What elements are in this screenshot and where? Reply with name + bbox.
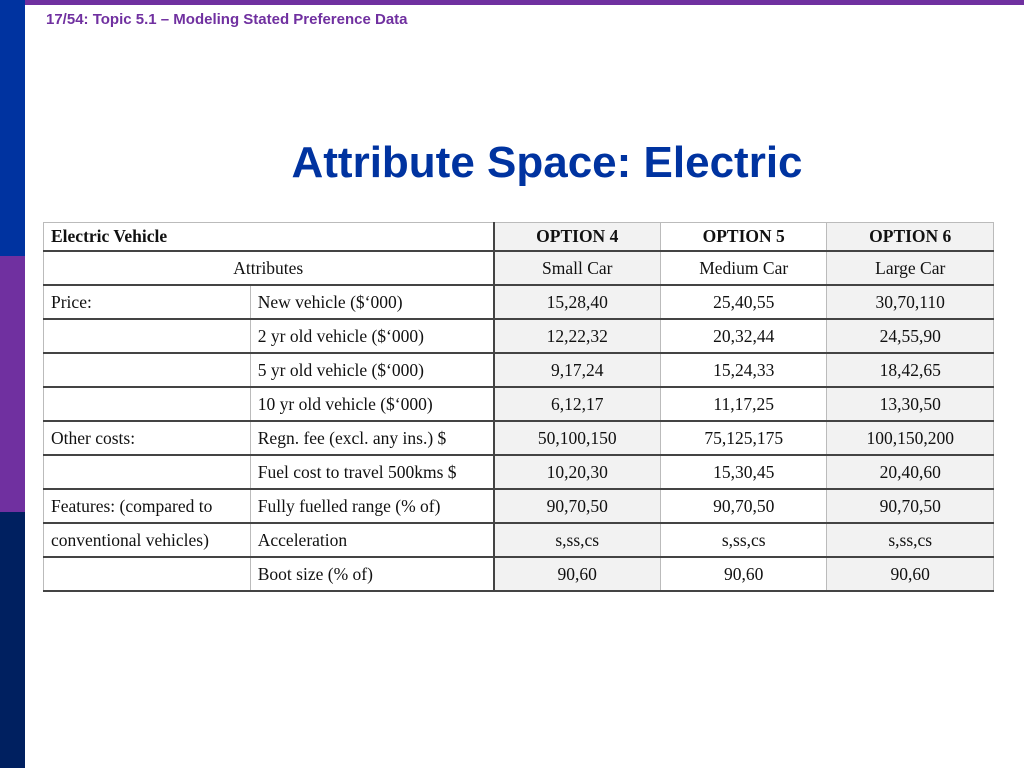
value-cell: 90,60 <box>494 557 661 591</box>
value-cell: 18,42,65 <box>827 353 994 387</box>
attribute-cell: Boot size (% of) <box>250 557 493 591</box>
sidebar-band-blue <box>0 0 25 256</box>
table-header-row <box>44 223 994 252</box>
attribute-cell: 10 yr old vehicle ($‘000) <box>250 387 493 421</box>
value-cell: 50,100,150 <box>494 421 661 455</box>
table-row <box>44 455 994 489</box>
value-cell: 15,28,40 <box>494 285 661 319</box>
sidebar-band-navy <box>0 512 25 768</box>
value-cell: s,ss,cs <box>660 523 827 557</box>
size-cell: Small Car <box>494 251 661 285</box>
attribute-cell: Fully fuelled range (% of) <box>250 489 493 523</box>
table-row <box>44 285 994 319</box>
breadcrumb: 17/54: Topic 5.1 – Modeling Stated Preference Data <box>46 11 408 28</box>
group-cell: Features: (compared to <box>44 489 251 523</box>
attribute-cell: Regn. fee (excl. any ins.) $ <box>250 421 493 455</box>
group-cell <box>44 557 251 591</box>
group-cell: Price: <box>44 285 251 319</box>
value-cell: 75,125,175 <box>660 421 827 455</box>
top-bar <box>25 0 1024 5</box>
option-header: OPTION 6 <box>827 223 994 252</box>
value-cell: 10,20,30 <box>494 455 661 489</box>
group-cell <box>44 319 251 353</box>
value-cell: 25,40,55 <box>660 285 827 319</box>
group-cell <box>44 455 251 489</box>
group-cell: conventional vehicles) <box>44 523 251 557</box>
corner-cell: Electric Vehicle <box>44 223 494 252</box>
option-header: OPTION 4 <box>494 223 661 252</box>
value-cell: 90,70,50 <box>494 489 661 523</box>
size-cell: Large Car <box>827 251 994 285</box>
value-cell: 9,17,24 <box>494 353 661 387</box>
value-cell: 90,60 <box>660 557 827 591</box>
value-cell: 90,70,50 <box>660 489 827 523</box>
value-cell: 13,30,50 <box>827 387 994 421</box>
attributes-label: Attributes <box>44 251 494 285</box>
table-row <box>44 421 994 455</box>
value-cell: 20,40,60 <box>827 455 994 489</box>
value-cell: 100,150,200 <box>827 421 994 455</box>
attribute-table <box>43 222 994 592</box>
sidebar-band-purple <box>0 256 25 512</box>
group-cell: Other costs: <box>44 421 251 455</box>
slide-title: Attribute Space: Electric <box>291 138 803 187</box>
value-cell: 24,55,90 <box>827 319 994 353</box>
table-row <box>44 319 994 353</box>
value-cell: 11,17,25 <box>660 387 827 421</box>
attribute-cell: 5 yr old vehicle ($‘000) <box>250 353 493 387</box>
value-cell: 15,24,33 <box>660 353 827 387</box>
table-row <box>44 557 994 591</box>
size-cell: Medium Car <box>660 251 827 285</box>
value-cell: s,ss,cs <box>827 523 994 557</box>
value-cell: s,ss,cs <box>494 523 661 557</box>
table-size-row <box>44 251 994 285</box>
group-cell <box>44 387 251 421</box>
attribute-cell: Acceleration <box>250 523 493 557</box>
value-cell: 90,70,50 <box>827 489 994 523</box>
value-cell: 20,32,44 <box>660 319 827 353</box>
table-row <box>44 523 994 557</box>
value-cell: 12,22,32 <box>494 319 661 353</box>
table-row <box>44 489 994 523</box>
group-cell <box>44 353 251 387</box>
table-row <box>44 353 994 387</box>
attribute-cell: Fuel cost to travel 500kms $ <box>250 455 493 489</box>
attribute-cell: 2 yr old vehicle ($‘000) <box>250 319 493 353</box>
table-row <box>44 387 994 421</box>
option-header: OPTION 5 <box>660 223 827 252</box>
attribute-cell: New vehicle ($‘000) <box>250 285 493 319</box>
value-cell: 30,70,110 <box>827 285 994 319</box>
value-cell: 90,60 <box>827 557 994 591</box>
value-cell: 6,12,17 <box>494 387 661 421</box>
value-cell: 15,30,45 <box>660 455 827 489</box>
